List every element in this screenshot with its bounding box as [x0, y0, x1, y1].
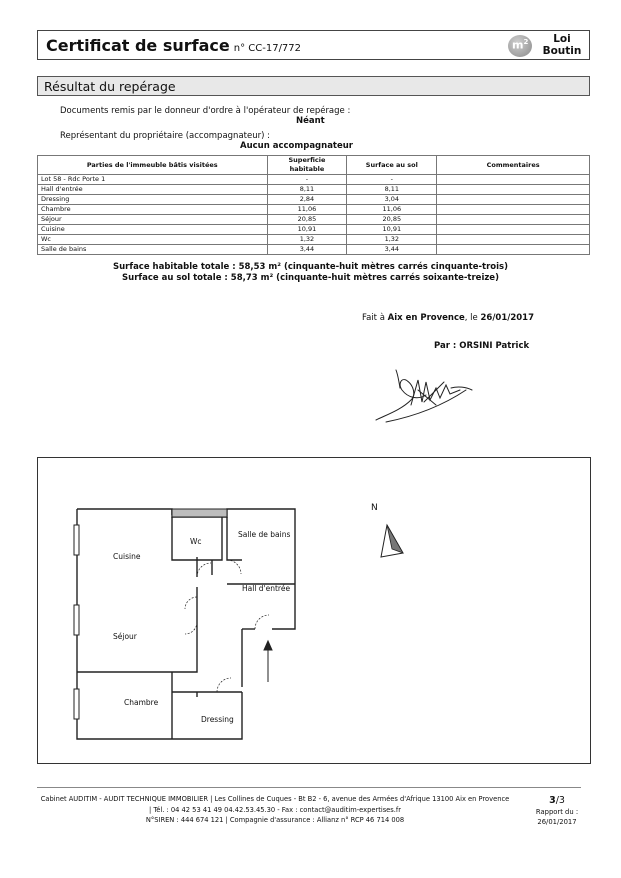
table-header-row — [38, 156, 590, 175]
title-text: Certificat de surface — [46, 36, 230, 55]
logo-line2: Boutin — [542, 45, 582, 57]
logo-superscript: 2 — [523, 38, 529, 46]
habitable-area: 10,91 — [267, 225, 347, 235]
north-arrow-icon — [381, 525, 403, 557]
table-row — [38, 235, 590, 245]
table-row — [38, 185, 590, 195]
room-name: Dressing — [38, 195, 268, 205]
logo-text — [538, 33, 586, 57]
habitable-area: 11,06 — [267, 205, 347, 215]
room-hall: Hall d'entrée — [242, 584, 291, 593]
logo-symbol — [512, 38, 528, 52]
footer-line1: Cabinet AUDITIM - AUDIT TECHNIQUE IMMOBILIER | Les Collines de Cuques - Bt B2 - 6, avenue des Armées d'Afrique 13100 Aix en Provence — [40, 795, 510, 803]
footer-line3: N°SIREN : 444 674 121 | Compagnie d'assurance : Allianz n° RCP 46 714 008 — [145, 816, 405, 824]
floor-area: 10,91 — [347, 225, 437, 235]
section-title: Résultat du repérage — [44, 79, 176, 94]
section-header — [37, 76, 590, 96]
table-row — [38, 205, 590, 215]
habitable-area: 1,32 — [267, 235, 347, 245]
logo-line1: Loi — [553, 33, 571, 45]
floor-area: - — [347, 175, 437, 185]
report-date: 26/01/2017 — [537, 818, 577, 826]
comment — [437, 195, 590, 205]
fait-line — [362, 313, 534, 323]
page-number — [525, 795, 589, 806]
total-habitable: Surface habitable totale : 58,53 m² (cinquante-huit mètres carrés cinquante-trois) — [113, 262, 508, 272]
comment — [437, 235, 590, 245]
comment — [437, 205, 590, 215]
comment — [437, 215, 590, 225]
table-row — [38, 195, 590, 205]
room-dressing: Dressing — [201, 715, 234, 724]
table-row — [38, 175, 590, 185]
comment — [437, 185, 590, 195]
table-header: Parties de l'immeuble bâtis visitées — [38, 156, 268, 175]
room-name: Cuisine — [38, 225, 268, 235]
room-salle-de-bains: Salle de bains — [238, 530, 291, 539]
room-sejour: Séjour — [113, 632, 137, 641]
table-row — [38, 225, 590, 235]
place: Aix en Provence — [387, 313, 465, 323]
comment — [437, 245, 590, 255]
surface-table — [37, 155, 590, 255]
table-row — [38, 245, 590, 255]
room-name: Salle de bains — [38, 245, 268, 255]
date-prefix: , le — [464, 313, 478, 323]
representative-value: Aucun accompagnateur — [240, 141, 354, 151]
habitable-area: - — [267, 175, 347, 185]
room-name: Lot 58 - Rdc Porte 1 — [38, 175, 268, 185]
habitable-area: 8,11 — [267, 185, 347, 195]
table-header: Superficie habitable — [267, 156, 347, 175]
north-label: N — [371, 503, 378, 513]
logo-m: m — [512, 38, 524, 52]
document-header — [37, 30, 590, 60]
page-current: 3 — [549, 795, 556, 806]
room-chambre: Chambre — [124, 698, 159, 707]
documents-value: Néant — [296, 116, 325, 126]
floor-area: 3,44 — [347, 245, 437, 255]
room-name: Séjour — [38, 215, 268, 225]
floor-area: 1,32 — [347, 235, 437, 245]
room-name: Hall d'entrée — [38, 185, 268, 195]
floor-plan — [37, 457, 591, 764]
handwritten-signature — [366, 360, 486, 430]
comment — [437, 175, 590, 185]
signatory: Par : ORSINI Patrick — [434, 341, 530, 351]
floor-area: 11,06 — [347, 205, 437, 215]
loi-boutin-logo — [508, 33, 588, 59]
page-total: /3 — [555, 795, 565, 806]
floor-area: 8,11 — [347, 185, 437, 195]
floor-area: 3,04 — [347, 195, 437, 205]
table-row — [38, 215, 590, 225]
table-header: Surface au sol — [347, 156, 437, 175]
footer-line2: | Tél. : 04 42 53 41 49 04.42.53.45.30 - Fax : contact@auditim-expertises.fr — [148, 806, 402, 814]
representative-label: Représentant du propriétaire (accompagnateur) : — [60, 131, 270, 141]
room-cuisine: Cuisine — [113, 552, 141, 561]
room-name: Chambre — [38, 205, 268, 215]
fait-prefix: Fait à — [362, 313, 385, 323]
date: 26/01/2017 — [480, 313, 535, 323]
room-name: Wc — [38, 235, 268, 245]
footer-divider — [37, 787, 581, 788]
window-band — [172, 509, 227, 517]
comment — [437, 225, 590, 235]
documents-label: Documents remis par le donneur d'ordre à l'opérateur de repérage : — [60, 106, 351, 116]
table-header: Commentaires — [437, 156, 590, 175]
total-sol: Surface au sol totale : 58,73 m² (cinquante-huit mètres carrés soixante-treize) — [122, 273, 499, 283]
report-label: Rapport du : — [535, 808, 579, 816]
habitable-area: 3,44 — [267, 245, 347, 255]
room-wc: Wc — [190, 537, 202, 546]
floor-area: 20,85 — [347, 215, 437, 225]
habitable-area: 20,85 — [267, 215, 347, 225]
page-title — [46, 36, 301, 55]
reference-number: n° CC-17/772 — [233, 43, 302, 54]
habitable-area: 2,84 — [267, 195, 347, 205]
